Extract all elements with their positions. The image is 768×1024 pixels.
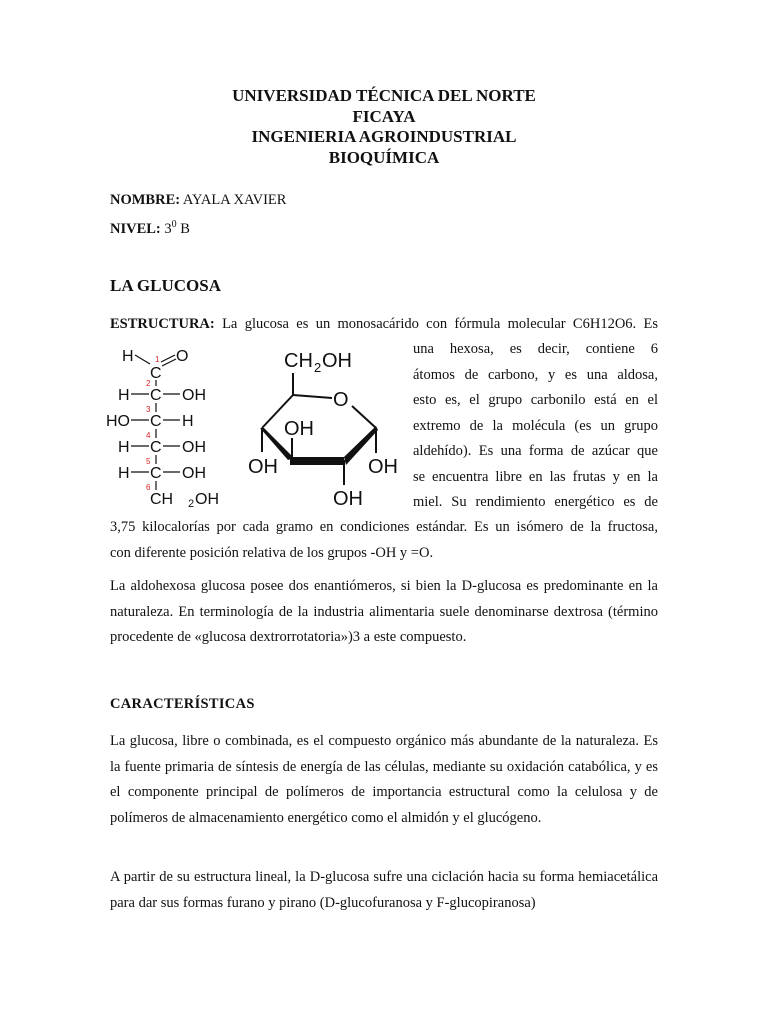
fischer-c3: C — [150, 413, 162, 430]
university-name: UNIVERSIDAD TÉCNICA DEL NORTE — [232, 86, 536, 105]
fischer-num-2: 2 — [146, 379, 151, 388]
career-name: INGENIERIA AGROINDUSTRIAL — [251, 127, 517, 146]
fischer-ch2-oh: OH — [195, 491, 219, 508]
fischer-ho3: HO — [106, 413, 130, 430]
fischer-num-3: 3 — [146, 405, 151, 414]
structure-first-line — [110, 312, 658, 338]
wrap-line-5: aldehído). Es una forma de azúcar que — [413, 443, 658, 459]
fischer-projection-diagram — [100, 342, 235, 512]
haworth-ch2-oh: OH — [322, 350, 352, 372]
fischer-top-o: O — [176, 348, 189, 365]
fischer-h5: H — [118, 465, 130, 482]
fischer-oh2: OH — [182, 387, 206, 404]
fischer-oh5: OH — [182, 465, 206, 482]
wrap-line-7: miel. Su rendimiento energético es de — [413, 494, 658, 510]
wrap-line-2: átomos de carbono, y es una aldosa, — [413, 366, 658, 383]
level-group: B — [180, 220, 190, 237]
haworth-ch2: CH — [284, 350, 313, 372]
structure-label: ESTRUCTURA: — [110, 316, 215, 332]
level-label: NIVEL: — [110, 220, 161, 237]
fischer-h3: H — [182, 413, 194, 430]
haworth-oh-left: OH — [248, 456, 278, 478]
paragraph-enantiomers: La aldohexosa glucosa posee dos enantiómeros, si bien la D-glucosa es predominante en la naturaleza. En terminología de la industria alimentaria suele denominarse dextrosa (término procedente de «glucosa dextrorrotatoria»)3 a este compuesto. — [110, 578, 658, 645]
fischer-num-4: 4 — [146, 431, 151, 440]
level-superscript: 0 — [171, 219, 177, 230]
wrap-line-3: esto es, el grupo carbonilo está en el — [413, 392, 658, 408]
wrap-line-4: extremo de la molécula (es un grupo — [413, 417, 658, 434]
fischer-oh4: OH — [182, 439, 206, 456]
section-title-caracteristicas: CARACTERÍSTICAS — [110, 696, 255, 712]
after-line-2: con diferente posición relativa de los grupos -OH y =O. — [110, 544, 434, 561]
haworth-oh-top: OH — [284, 418, 314, 440]
structure-after-text — [110, 515, 658, 566]
structure-line-1: La glucosa es un monosacárido con fórmula molecular C6H12O6. Es — [222, 316, 658, 332]
level-field — [110, 219, 190, 238]
name-label: NOMBRE: — [110, 192, 181, 208]
wrap-line-1: una hexosa, es decir, contiene 6 — [413, 341, 658, 357]
haworth-ch2-sub: 2 — [314, 360, 322, 375]
fischer-h4: H — [118, 439, 130, 456]
fischer-num-5: 5 — [146, 457, 151, 466]
name-field — [110, 192, 286, 209]
haworth-projection-diagram — [240, 340, 410, 512]
wrap-line-6: se encuentra libre en las frutas y en la — [413, 468, 658, 485]
faculty-name: FICAYA — [352, 106, 416, 126]
subject-name: BIOQUÍMICA — [328, 147, 440, 167]
name-value: AYALA XAVIER — [182, 192, 287, 208]
haworth-ring-o: O — [333, 389, 349, 411]
fischer-c5: C — [150, 465, 162, 482]
fischer-c4: C — [150, 439, 162, 456]
haworth-oh-bottom: OH — [333, 488, 363, 510]
paragraph-cyclization: A partir de su estructura lineal, la D-glucosa sufre una ciclación hacia su forma hemiacetálica para dar sus formas furano y pirano (D-glucofuranosa y F-glucopiranosa) — [110, 869, 658, 911]
fischer-top-h: H — [122, 348, 134, 365]
fischer-c1: C — [150, 365, 162, 382]
haworth-oh-right: OH — [368, 456, 398, 478]
paragraph-characteristics: La glucosa, libre o combinada, es el compuesto orgánico más abundante de la naturaleza. Es la fuente primaria de síntesis de energía de las células, mediante su oxidación catabólica, y es el componente principal de polímeros de importancia estructural como la celulosa y de polímeros de almacenamiento energético como el almidón y el glucógeno. — [110, 733, 658, 826]
structure-wrap-text — [413, 337, 658, 516]
main-title: LA GLUCOSA — [110, 276, 221, 295]
fischer-ch2: CH — [150, 491, 174, 508]
fischer-ch2-sub: 2 — [188, 498, 195, 510]
fischer-num-1: 1 — [155, 355, 160, 364]
level-number: 3 — [164, 220, 172, 237]
fischer-num-6: 6 — [146, 483, 151, 492]
fischer-c2: C — [150, 387, 162, 404]
document-header — [0, 86, 768, 168]
fischer-h2: H — [118, 387, 130, 404]
after-line-1: 3,75 kilocalorías por cada gramo en condiciones estándar. Es un isómero de la fructosa, — [110, 519, 658, 535]
